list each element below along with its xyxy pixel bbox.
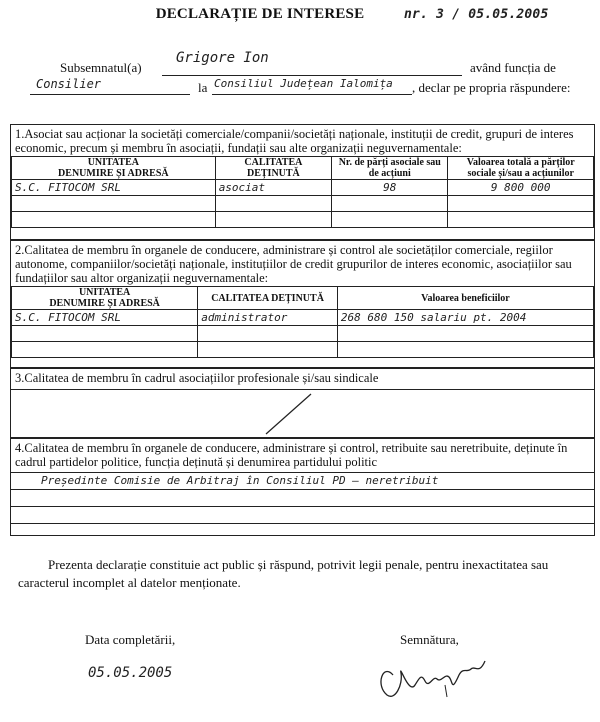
function-field <box>30 77 190 95</box>
table-cell: 98 <box>332 180 448 196</box>
name-value: Grigore Ion <box>176 50 269 66</box>
section-2-table <box>11 286 594 358</box>
subsemnatul-label: Subsemnatul(a) <box>60 60 142 75</box>
column-header: UNITATEA DENUMIRE ȘI ADRESĂ <box>12 287 198 310</box>
signature-label: Semnătura, <box>400 632 459 647</box>
section-1 <box>10 124 595 240</box>
date-value: 05.05.2005 <box>88 665 173 681</box>
table-row <box>12 212 594 228</box>
section-1-table <box>11 156 594 228</box>
table-header-row <box>12 287 594 310</box>
section-4-entry: Președinte Comisie de Arbitraj în Consiliul PD – neretribuit <box>41 474 439 487</box>
function-value: Consilier <box>36 77 102 91</box>
declaration-number: nr. 3 / 05.05.2005 <box>404 7 549 22</box>
table-cell: S.C. FITOCOM SRL <box>12 180 216 196</box>
table-cell: S.C. FITOCOM SRL <box>12 310 198 326</box>
column-header: CALITATEA DEȚINUTĂ <box>215 157 331 180</box>
signature-mark <box>375 645 505 705</box>
table-header-row <box>12 157 594 180</box>
section-3-title: 3.Calitatea de membru în cadrul asociațiilor profesionale și/sau sindicale <box>15 371 379 385</box>
table-cell: 268 680 150 salariu pt. 2004 <box>337 310 593 326</box>
section-2 <box>10 240 595 368</box>
table-cell: 9 800 000 <box>448 180 594 196</box>
table-cell: administrator <box>198 310 338 326</box>
section-1-title: 1.Asociat sau acționar la societăți comerciale/companii/societăți naționale, instituții de credit, grupuri de interes economic, precum și membru în asociații, fundații sau alte organizații neguvernamentale: <box>15 127 574 155</box>
section-3 <box>10 368 595 438</box>
section-4-title: 4.Calitatea de membru în organele de conducere, administrare și control, retribuite sau neretribuite, deținute în cadrul partidelor politice, funcția deținută și denumirea partidului politic <box>15 441 568 469</box>
strike-through-mark <box>11 388 596 438</box>
column-header: Valoarea beneficiilor <box>337 287 593 310</box>
section-4 <box>10 438 595 536</box>
avand-label: având funcția de <box>470 60 556 75</box>
legal-statement: Prezenta declarație constituie act public și răspund, potrivit legii penale, pentru inexactitatea sau caracterul incomplet al datelor menționate. <box>18 557 549 590</box>
name-field <box>162 50 462 76</box>
table-row <box>12 310 594 326</box>
institution-field <box>212 77 412 95</box>
date-label: Data completării, <box>85 632 176 647</box>
document-title: DECLARAȚIE DE INTERESE <box>155 6 365 22</box>
la-label: la <box>198 80 208 95</box>
table-row <box>12 326 594 342</box>
column-header: UNITATEA DENUMIRE ȘI ADRESĂ <box>12 157 216 180</box>
section-2-title: 2.Calitatea de membru în organele de conducere, administrare și control ale societăților comerciale, regiilor autonome, companiilor/societăți naționale, instituțiilor de credit grupurilor de interes economic, asociațiilor sau fundațiilor sau altor organizații neguvernamentale: <box>15 243 572 285</box>
table-row <box>12 180 594 196</box>
column-header: Valoarea totală a părților sociale și/sau a acțiunilor <box>448 157 594 180</box>
column-header: Nr. de părți asociale sau de acțiuni <box>332 157 448 180</box>
institution-value: Consiliul Județean Ialomița <box>214 77 393 90</box>
declar-label: , declar pe propria răspundere: <box>412 80 571 95</box>
column-header: CALITATEA DEȚINUTĂ <box>198 287 338 310</box>
table-row <box>12 196 594 212</box>
table-cell: asociat <box>215 180 331 196</box>
table-row <box>12 342 594 358</box>
document-title-line <box>0 6 600 23</box>
